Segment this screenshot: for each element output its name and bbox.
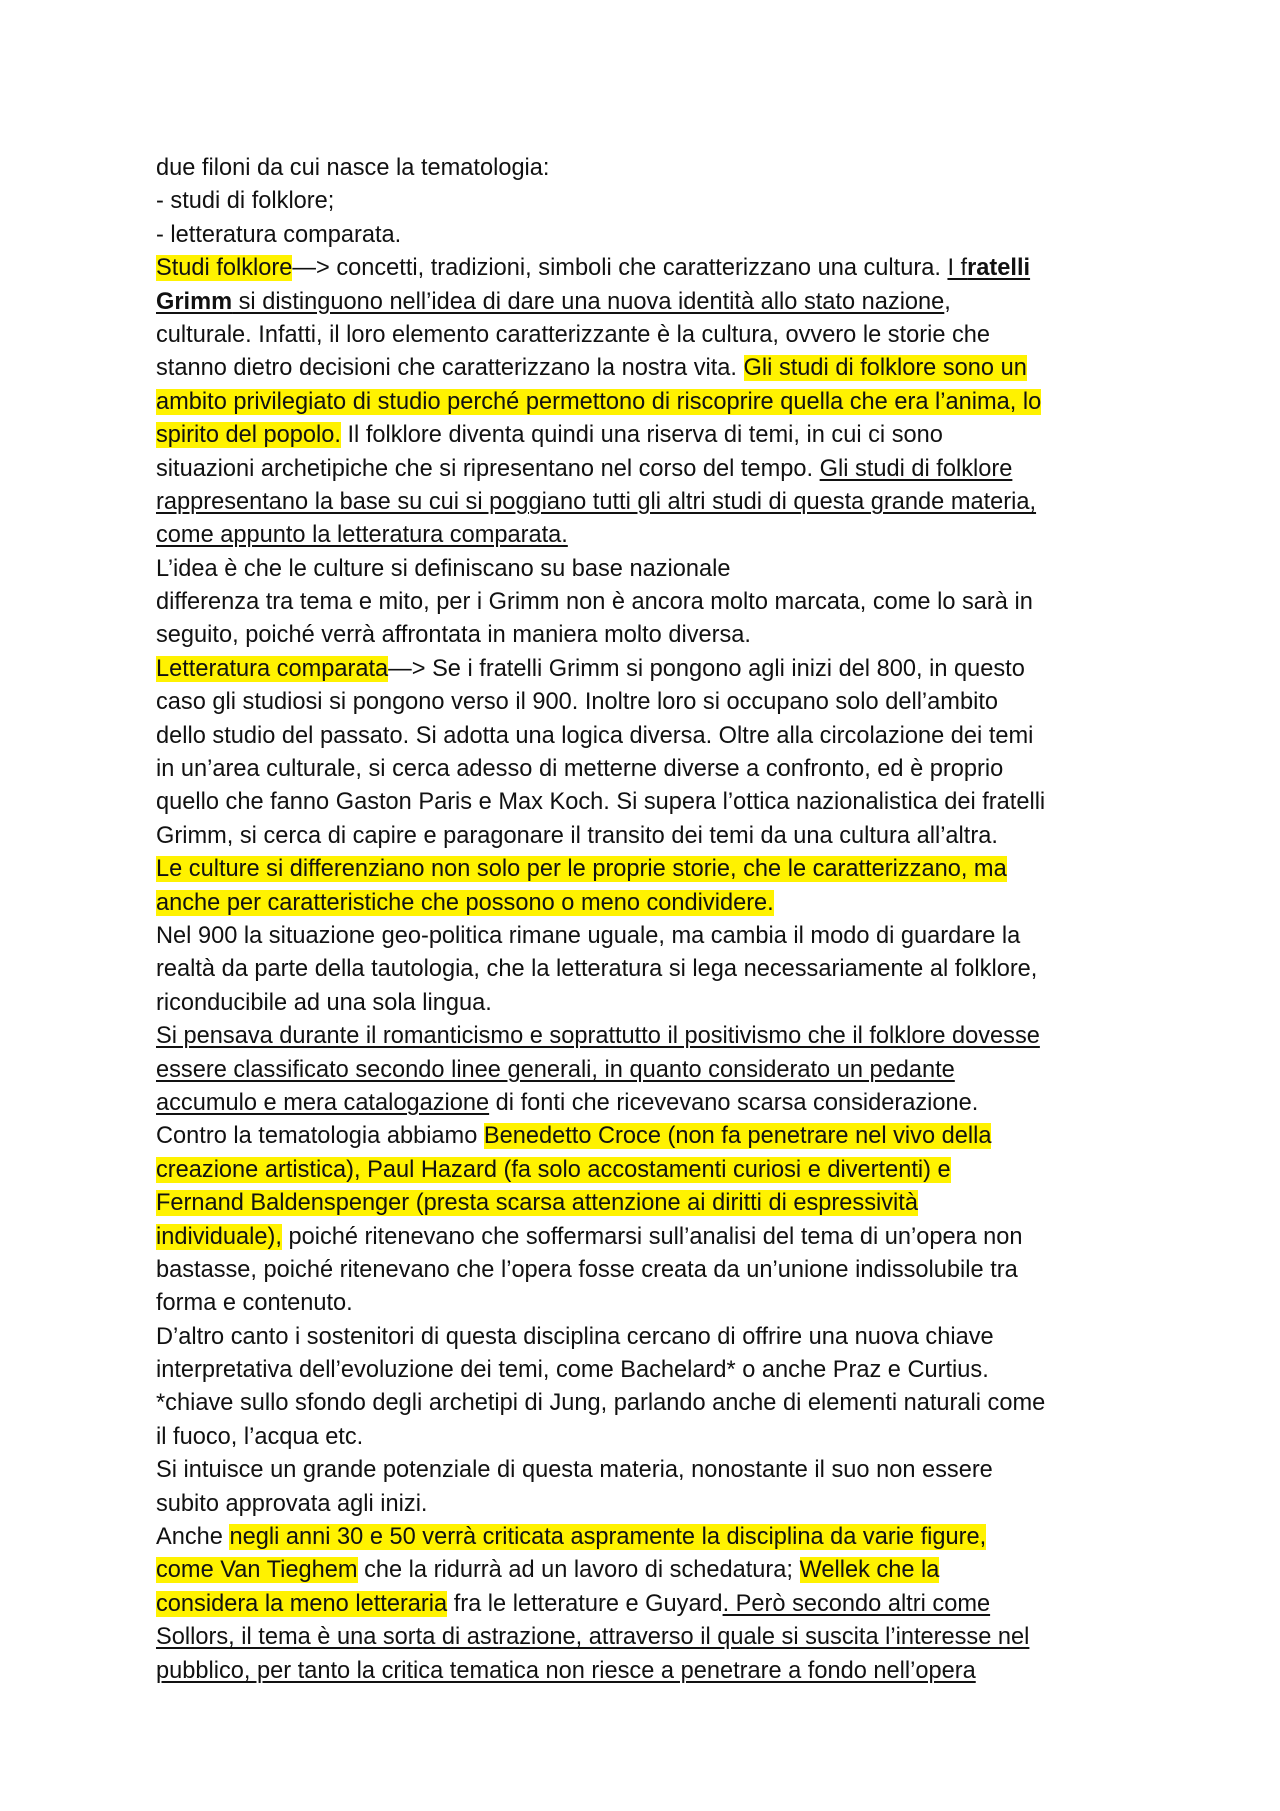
text-run: differenza tra tema e mito, per i Grimm non è ancora molto marcata, come lo sarà in <box>156 589 1033 616</box>
text-line <box>156 1454 1136 1487</box>
highlighted-text: anche per caratteristiche che possono o meno condividere. <box>156 889 774 916</box>
text-line <box>156 1488 1136 1521</box>
text-line <box>156 553 1136 586</box>
text-line <box>156 853 1136 886</box>
text-run: bastasse, poiché ritenevano che l’opera fosse creata da un’unione indissolubile tra <box>156 1256 1018 1283</box>
text-run: - letteratura comparata. <box>156 221 402 248</box>
highlighted-text: Le culture si differenziano non solo per le proprie storie, che le caratterizzano, ma <box>156 856 1007 883</box>
text-line <box>156 1254 1136 1287</box>
text-line <box>156 720 1136 753</box>
text-line <box>156 686 1136 719</box>
text-run: situazioni archetipiche che si ripresentano nel corso del tempo. <box>156 455 820 482</box>
text-run: in un’area culturale, si cerca adesso di metterne diverse a confronto, ed è proprio <box>156 756 1004 783</box>
bold-underlined-text: Grimm <box>156 288 233 315</box>
text-run: dello studio del passato. Si adotta una logica diversa. Oltre alla circolazione dei temi <box>156 722 1034 749</box>
text-line <box>156 1387 1136 1420</box>
underlined-text: essere classificato secondo linee generali, in quanto considerato un pedante <box>156 1056 955 1083</box>
text-line <box>156 219 1136 252</box>
text-run: Si intuisce un grande potenziale di questa materia, nonostante il suo non essere <box>156 1457 993 1484</box>
underlined-text: rappresentano la base su cui si poggiano tutti gli altri studi di questa grande materia, <box>156 488 1037 515</box>
highlighted-text: Gli studi di folklore sono un <box>743 355 1027 382</box>
text-run: —> Se i fratelli Grimm si pongono agli inizi del 800, in questo <box>388 655 1025 682</box>
text-run: riconducibile ad una sola lingua. <box>156 989 492 1016</box>
text-run: Contro la tematologia abbiamo <box>156 1123 484 1150</box>
text-line <box>156 1521 1136 1554</box>
text-run: seguito, poiché verrà affrontata in maniera molto diversa. <box>156 622 751 649</box>
text-line <box>156 152 1136 185</box>
highlighted-text: creazione artistica), Paul Hazard (fa solo accostamenti curiosi e divertenti) e <box>156 1156 951 1183</box>
text-line <box>156 820 1136 853</box>
text-line <box>156 1154 1136 1187</box>
text-line <box>156 753 1136 786</box>
text-run: forma e contenuto. <box>156 1290 353 1317</box>
highlighted-text: come Van Tieghem <box>156 1557 358 1584</box>
text-run: culturale. Infatti, il loro elemento caratterizzante è la cultura, ovvero le storie che <box>156 321 991 348</box>
underlined-text: pubblico, per tanto la critica tematica non riesce a penetrare a fondo nell’opera <box>156 1657 976 1684</box>
text-line <box>156 1588 1136 1621</box>
text-run: di fonti che ricevevano scarsa considerazione. <box>489 1089 979 1116</box>
text-line <box>156 1087 1136 1120</box>
text-line <box>156 786 1136 819</box>
highlighted-text: Letteratura comparata <box>156 655 389 682</box>
text-line <box>156 386 1136 419</box>
text-run: subito approvata agli inizi. <box>156 1490 428 1517</box>
text-run: che la ridurrà ad un lavoro di schedatura; <box>357 1557 800 1584</box>
text-run: quello che fanno Gaston Paris e Max Koch. Si supera l’ottica nazionalistica dei fratelli <box>156 789 1046 816</box>
text-line <box>156 486 1136 519</box>
text-line <box>156 1054 1136 1087</box>
text-line <box>156 653 1136 686</box>
text-run: poiché ritenevano che soffermarsi sull’analisi del tema di un’opera non <box>281 1223 1023 1250</box>
underlined-text: Gli studi di folklore <box>819 455 1013 482</box>
text-run: Nel 900 la situazione geo-politica rimane uguale, ma cambia il modo di guardare la <box>156 922 1021 949</box>
text-line <box>156 1020 1136 1053</box>
highlighted-text: considera la meno letteraria <box>156 1590 448 1617</box>
text-line <box>156 453 1136 486</box>
underlined-text: si distinguono nell’idea di dare una nuova identità allo stato nazione <box>232 288 945 315</box>
text-run: - studi di folklore; <box>156 188 335 215</box>
text-run: caso gli studiosi si pongono verso il 900. Inoltre loro si occupano solo dell’ambito <box>156 689 998 716</box>
text-run: interpretativa dell’evoluzione dei temi, come Bachelard* o anche Praz e Curtius. <box>156 1357 989 1384</box>
text-line <box>156 987 1136 1020</box>
underlined-text: accumulo e mera catalogazione <box>156 1089 490 1116</box>
text-run: —> concetti, tradizioni, simboli che caratterizzano una cultura. <box>292 255 948 282</box>
text-line <box>156 619 1136 652</box>
text-run: *chiave sullo sfondo degli archetipi di Jung, parlando anche di elementi naturali come <box>156 1390 1046 1417</box>
text-run: Anche <box>156 1524 230 1551</box>
text-line <box>156 419 1136 452</box>
underlined-text: Si pensava durante il romanticismo e soprattutto il positivismo che il folklore dovesse <box>156 1023 1040 1050</box>
text-line <box>156 286 1136 319</box>
highlighted-text: Fernand Baldenspenger (presta scarsa attenzione ai diritti di espressività <box>156 1190 918 1217</box>
text-run: realtà da parte della tautologia, che la letteratura si lega necessariamente al folklore, <box>156 956 1038 983</box>
text-line <box>156 586 1136 619</box>
underlined-text: . Però secondo altri come <box>722 1590 991 1617</box>
text-run: D’altro canto i sostenitori di questa disciplina cercano di offrire una nuova chiave <box>156 1323 994 1350</box>
highlighted-text: Studi folklore <box>156 255 293 282</box>
highlighted-text: Wellek che la <box>799 1557 940 1584</box>
text-run: Il folklore diventa quindi una riserva di temi, in cui ci sono <box>340 422 943 449</box>
text-line <box>156 1221 1136 1254</box>
text-line <box>156 519 1136 552</box>
text-run: il fuoco, l’acqua etc. <box>156 1423 364 1450</box>
text-line <box>156 1354 1136 1387</box>
text-line <box>156 1187 1136 1220</box>
text-run: , <box>944 288 951 315</box>
text-line <box>156 1321 1136 1354</box>
text-line <box>156 1655 1136 1688</box>
text-line <box>156 319 1136 352</box>
text-line <box>156 920 1136 953</box>
highlighted-text: negli anni 30 e 50 verrà criticata aspramente la disciplina da varie figure, <box>229 1524 987 1551</box>
underlined-text: Sollors, il tema è una sorta di astrazione, attraverso il quale si suscita l’interesse nel <box>156 1624 1030 1651</box>
highlighted-text: ambito privilegiato di studio perché permettono di riscoprire quella che era l’anima, lo <box>156 388 1042 415</box>
text-line <box>156 1554 1136 1587</box>
text-line <box>156 352 1136 385</box>
text-line <box>156 1287 1136 1320</box>
text-line <box>156 252 1136 285</box>
highlighted-text: spirito del popolo. <box>156 422 341 449</box>
text-line <box>156 1421 1136 1454</box>
highlighted-text: Benedetto Croce (non fa penetrare nel vivo della <box>483 1123 992 1150</box>
text-line <box>156 887 1136 920</box>
text-line <box>156 185 1136 218</box>
text-run: L’idea è che le culture si definiscano su base nazionale <box>156 555 731 582</box>
text-line <box>156 1621 1136 1654</box>
highlighted-text: individuale), <box>156 1223 282 1250</box>
text-run: fra le letterature e Guyard <box>447 1590 723 1617</box>
text-line <box>156 953 1136 986</box>
underlined-text: come appunto la letteratura comparata. <box>156 522 568 549</box>
text-line <box>156 1120 1136 1153</box>
document-body <box>156 152 1136 1688</box>
underlined-text: I f <box>947 255 968 282</box>
bold-underlined-text: ratelli <box>967 255 1031 282</box>
text-run: due filoni da cui nasce la tematologia: <box>156 155 550 181</box>
text-run: stanno dietro decisioni che caratterizzano la nostra vita. <box>156 355 744 382</box>
text-run: Grimm, si cerca di capire e paragonare il transito dei temi da una cultura all’altra. <box>156 822 998 849</box>
